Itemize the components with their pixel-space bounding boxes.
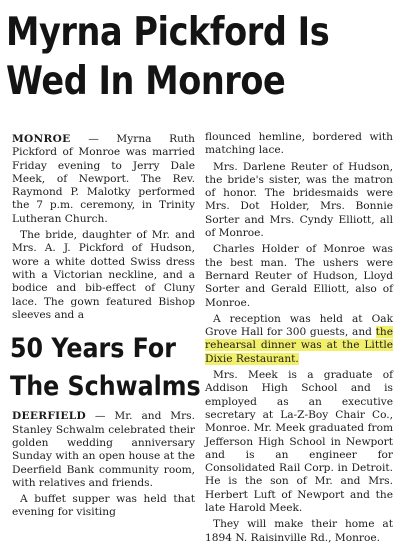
reception-text: A reception was held at Oak Grove Hall for 300 guests, and (205, 312, 393, 339)
wedding-paragraph-1 (12, 133, 195, 226)
wedding-paragraph-4: Mrs. Darlene Reuter of Hudson, the bride's sister, was the matron of honor. The bridesmaids were Mrs. Dot Holder, Mrs. Bonnie Sorter and Mrs. Cyndy Elliott, all of Monroe. (205, 160, 393, 240)
wedding-paragraph-7: Mrs. Meek is a graduate of Addison High School and is employed as an executive secretary at La-Z-Boy Chair Co., Monroe. Mr. Meek graduated from Jefferson High School in Newport and is an engineer for Consolidated Rail Corp. in Detroit. He is the son of Mr. and Mrs. Herbert Luft of Newport and the late Harold Meek. (205, 369, 393, 515)
headline-line-2: Wed In Monroe (6, 59, 286, 105)
highlighted-text: the rehearsal dinner was at the Little Dixie Restaurant. (205, 326, 393, 365)
wedding-paragraph-6 (205, 313, 393, 366)
wedding-p1-text: — Myrna Ruth Pickford of Monroe was married Friday evening to Jerry Dale Meek, of Newport. The Rev. Raymond P. Malotky performed the 7 p.m. ceremony, in Trinity Lutheran Church. (12, 133, 195, 225)
left-column (10, 133, 201, 523)
dateline-monroe: MONROE (12, 133, 71, 145)
wedding-paragraph-2: The bride, daughter of Mr. and Mrs. A. J. Pickford of Hudson, wore a white dotted Swiss dress with a Victorian neckline, and a bodice and bib-effect of Cluny lace. The gown featured Bishop sleeves and a (12, 229, 195, 321)
wedding-paragraph-8: They will make their home at 1894 N. Raisinville Rd., Monroe. (205, 518, 393, 544)
dateline-deerfield: DEERFIELD (12, 410, 87, 423)
anniversary-p1-text: — Mr. and Mrs. Stanley Schwalm celebrated their golden wedding anniversary Sunday with an open house at the Deerfield Bank community room, with relatives and friends. (12, 410, 195, 489)
wedding-paragraph-3: flounced hemline, bordered with matching lace. (205, 131, 393, 157)
right-column (205, 131, 393, 548)
main-headline (6, 8, 341, 106)
wedding-paragraph-5: Charles Holder of Monroe was the best man. The ushers were Bernard Reuter of Hudson, Lloyd Sorter and Gerald Elliott, also of Monroe. (205, 243, 393, 309)
anniversary-paragraph-1 (12, 410, 195, 490)
anniversary-headline-line-2: The Schwalms (10, 371, 201, 403)
anniversary-paragraph-2: A buffet supper was held that evening for visiting (12, 493, 195, 519)
headline-line-1: Myrna Pickford Is (6, 10, 330, 55)
anniversary-headline-line-1: 50 Years For (10, 333, 176, 365)
